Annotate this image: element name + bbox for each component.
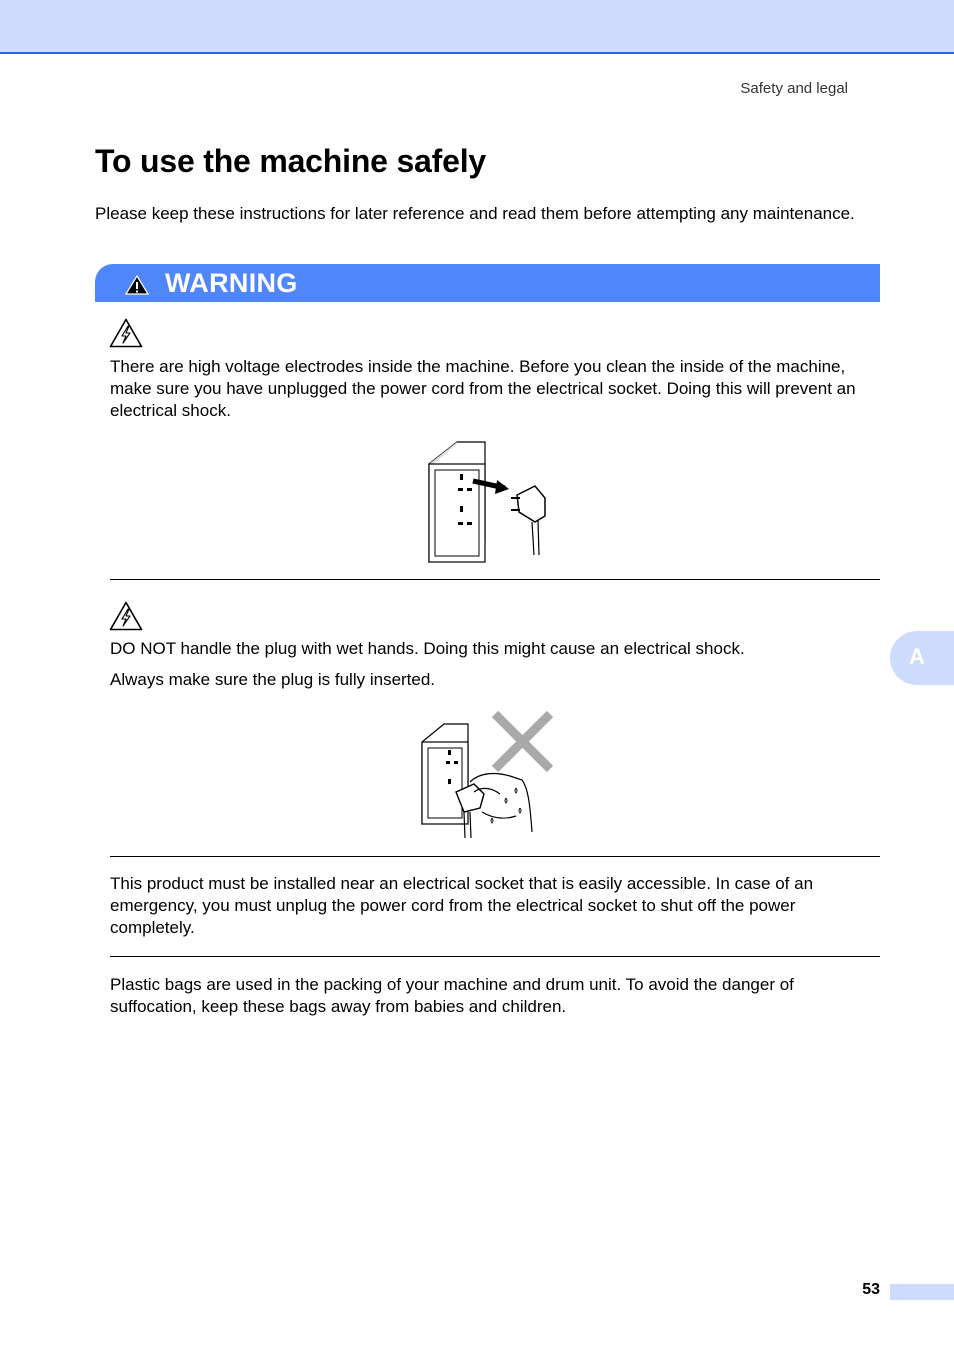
- warning-banner: [95, 264, 880, 302]
- footer-band: [890, 1284, 954, 1300]
- chapter-tab-label: A: [909, 644, 925, 669]
- running-head: Safety and legal: [740, 80, 848, 97]
- page-title: To use the machine safely: [95, 143, 486, 179]
- unplug-illustration: [427, 440, 552, 564]
- warning-label: WARNING: [165, 268, 298, 298]
- chapter-tab: [890, 631, 954, 685]
- page-number: 53: [862, 1281, 880, 1298]
- warning-triangle-icon: [125, 275, 149, 295]
- plug-inserted-text: Always make sure the plug is fully inserted.: [110, 670, 436, 689]
- section-divider: [110, 579, 880, 580]
- accessible-socket-text: This product must be installed near an electrical socket that is easily accessible. In case of an emergency, you must unplug the power cord from the electrical socket to shut off the power completely.: [110, 874, 814, 937]
- prohibited-x-icon: [495, 714, 550, 769]
- intro-paragraph: Please keep these instructions for later reference and read them before attempting any maintenance.: [95, 204, 855, 223]
- plastic-bags-text: Plastic bags are used in the packing of your machine and drum unit. To avoid the danger of suffocation, keep these bags away from babies and children.: [110, 975, 794, 1016]
- high-voltage-icon: [109, 601, 143, 631]
- wet-hands-text: DO NOT handle the plug with wet hands. Doing this might cause an electrical shock.: [110, 639, 745, 658]
- wet-hands-illustration: [420, 708, 560, 840]
- section-divider: [110, 956, 880, 957]
- high-voltage-icon: [109, 318, 143, 348]
- header-band: [0, 0, 954, 54]
- section-divider: [110, 856, 880, 857]
- high-voltage-text: There are high voltage electrodes inside the machine. Before you clean the inside of the machine, make sure you have unplugged the power cord from the electrical socket. Doing this will prevent an electrical shock.: [110, 357, 856, 420]
